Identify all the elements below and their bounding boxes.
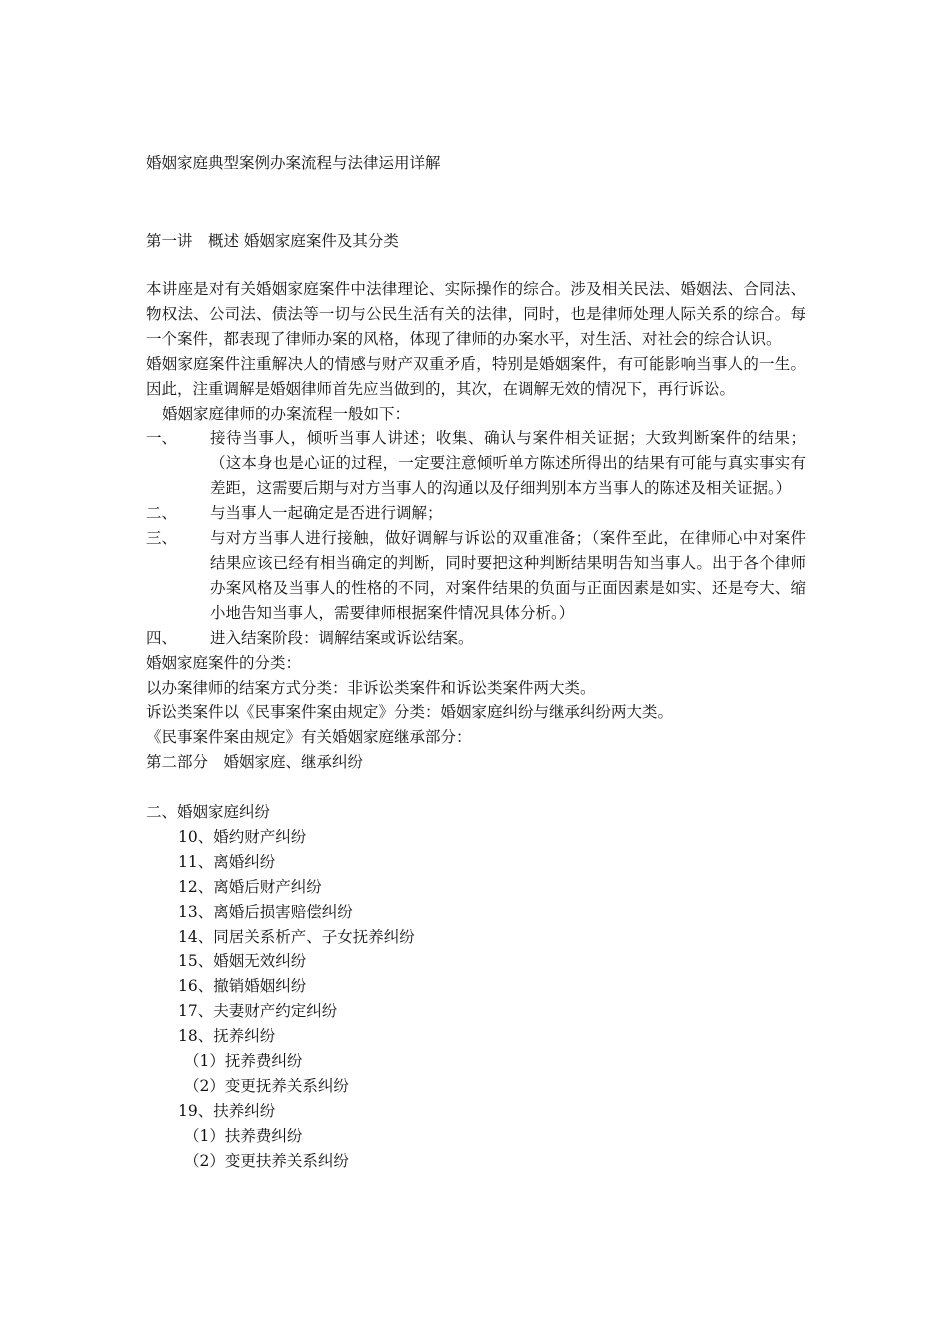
list-item: 11、离婚纠纷 xyxy=(178,852,276,871)
list-item: 18、抚养纠纷 xyxy=(178,1027,276,1046)
step-number: 二、 xyxy=(146,504,178,523)
list-item: 14、同居关系析产、子女抚养纠纷 xyxy=(178,927,415,946)
process-intro: 婚姻家庭律师的办案流程一般如下： xyxy=(162,404,411,423)
list-item: 16、撤销婚姻纠纷 xyxy=(178,977,307,996)
classification-line: 《民事案件案由规定》有关婚姻家庭继承部分： xyxy=(146,728,472,747)
list-item: 17、夫妻财产约定纠纷 xyxy=(178,1002,338,1021)
mediation-paragraph: 婚姻家庭案件注重解决人的情感与财产双重矛盾，特别是婚姻案件，有可能影响当事人的一生。因此，注重调解是婚姻律师首先应当做到的，其次，在调解无效的情况下，再行诉讼。 xyxy=(146,354,806,398)
lecture-heading: 第一讲 概述 婚姻家庭案件及其分类 xyxy=(146,232,399,250)
section-heading: 二、婚姻家庭纠纷 xyxy=(146,803,271,822)
list-item: 19、扶养纠纷 xyxy=(178,1101,276,1120)
classification-line: 诉讼类案件以《民事案件案由规定》分类：婚姻家庭纠纷与继承纠纷两大类。 xyxy=(146,703,674,722)
list-item: 15、婚姻无效纠纷 xyxy=(178,952,307,971)
step-text: 与当事人一起确定是否进行调解； xyxy=(210,504,443,523)
process-step xyxy=(146,526,806,626)
sub-list-item: （2）变更抚养关系纠纷 xyxy=(184,1076,349,1095)
step-text: 进入结案阶段：调解结案或诉讼结案。 xyxy=(210,628,474,647)
part-two-heading: 第二部分 婚姻家庭、继承纠纷 xyxy=(146,753,364,772)
step-text: 与对方当事人进行接触，做好调解与诉讼的双重准备；（案件至此，在律师心中对案件结果应该已经有相当确定的判断，同时要把这种判断结果明告知当事人。出于各个律师办案风格及当事人的性格的不同，对案件结果的负面与正面因素是如实、还是夸大、缩小地告知当事人，需要律师根据案件情况具体分析。） xyxy=(210,529,806,622)
process-step xyxy=(146,501,806,526)
sub-list-item: （2）变更扶养关系纠纷 xyxy=(184,1151,349,1170)
classification-line: 以办案律师的结案方式分类：非诉讼类案件和诉讼类案件两大类。 xyxy=(146,678,596,697)
blank-line xyxy=(146,775,806,800)
step-number: 三、 xyxy=(146,529,178,548)
list-item: 13、离婚后损害赔偿纠纷 xyxy=(178,902,353,921)
step-number: 四、 xyxy=(146,628,178,647)
classification-heading: 婚姻家庭案件的分类： xyxy=(146,653,302,672)
document-body xyxy=(146,277,806,1174)
process-step xyxy=(146,626,806,651)
intro-paragraph: 本讲座是对有关婚姻家庭案件中法律理论、实际操作的综合。涉及相关民法、婚姻法、合同法、物权法、公司法、债法等一切与公民生活有关的法律，同时，也是律师处理人际关系的综合。每一个案件，都表现了律师办案的风格，体现了律师的办案水平，对生活、对社会的综合认识。 xyxy=(146,280,806,348)
list-item: 12、离婚后财产纠纷 xyxy=(178,877,322,896)
step-number: 一、 xyxy=(146,429,178,448)
step-text: 接待当事人，倾听当事人讲述；收集、确认与案件相关证据；大致判断案件的结果；（这本身也是心证的过程，一定要注意倾听单方陈述所得出的结果有可能与真实事实有差距，这需要后期与对方当事人的沟通以及仔细判别本方当事人的陈述及相关证据。） xyxy=(210,429,806,498)
sub-list-item: （1）扶养费纠纷 xyxy=(184,1126,303,1145)
process-step xyxy=(146,426,806,501)
document-title: 婚姻家庭典型案例办案流程与法律运用详解 xyxy=(146,154,441,172)
sub-list-item: （1）抚养费纠纷 xyxy=(184,1052,303,1071)
list-item: 10、婚约财产纠纷 xyxy=(178,827,307,846)
